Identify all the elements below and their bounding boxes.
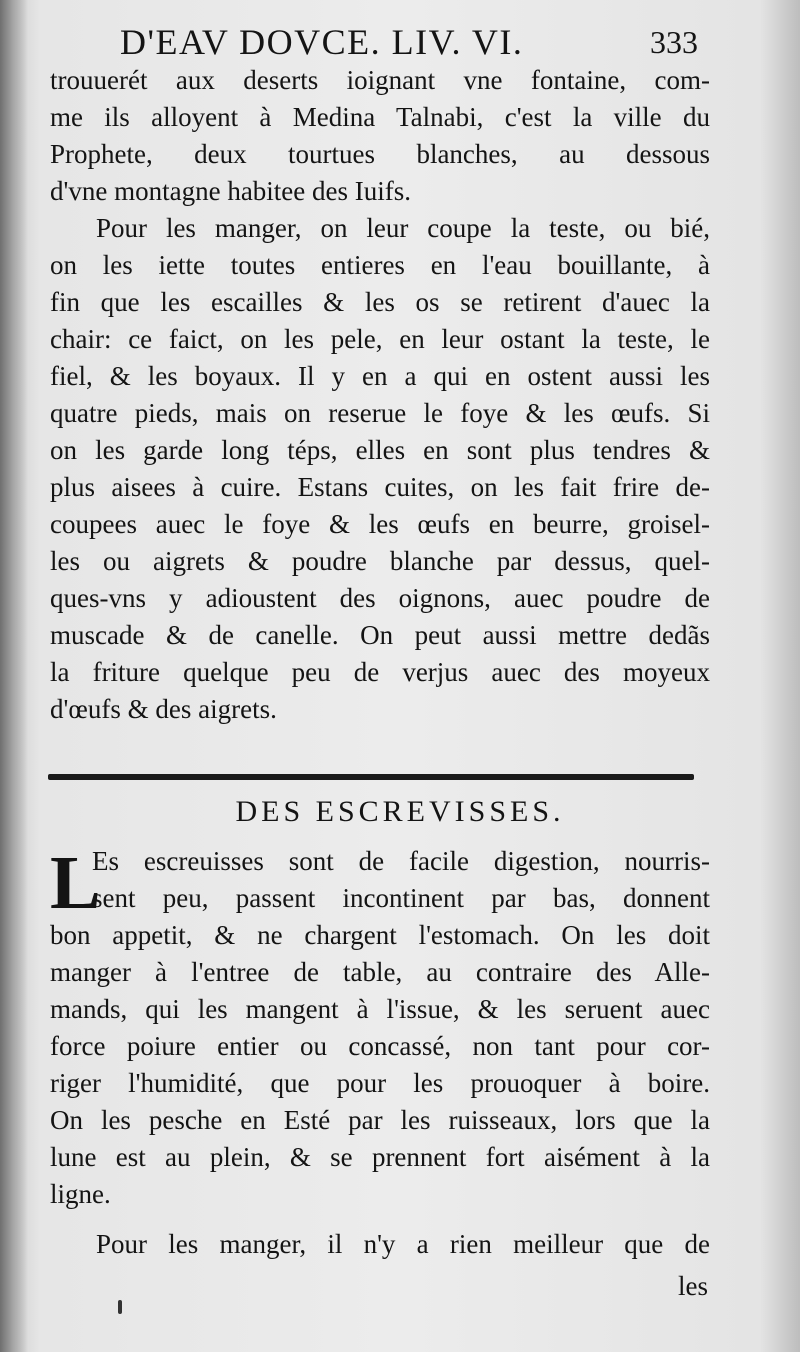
text-line: me ils alloyent à Medina Talnabi, c'est la ville du bbox=[50, 102, 710, 132]
page-header bbox=[0, 22, 800, 62]
paragraph-2 bbox=[50, 210, 710, 728]
text-line: fiel, & les boyaux. Il y en a qui en ostent aussi les bbox=[50, 361, 710, 391]
paragraph-3 bbox=[50, 843, 710, 1213]
text-line: la friture quelque peu de verjus auec des moyeux bbox=[50, 657, 710, 687]
text-line: sent peu, passent incontinent par bas, donnent bbox=[92, 883, 710, 913]
section-rule bbox=[48, 774, 694, 780]
paragraph-1 bbox=[50, 62, 710, 210]
text-line: ques-vns y adioustent des oignons, auec poudre de bbox=[50, 583, 710, 613]
text-line: force poiure entier ou concassé, non tant pour cor- bbox=[50, 1031, 710, 1061]
text-line: trouuerét aux deserts ioignant vne fontaine, com- bbox=[50, 65, 710, 95]
text-line: manger à l'entree de table, au contraire des Alle- bbox=[50, 957, 710, 987]
text-line: plus aisees à cuire. Estans cuites, on les fait frire de- bbox=[50, 472, 710, 502]
paragraph-4 bbox=[50, 1226, 710, 1263]
text-line: riger l'humidité, que pour les prouoquer à boire. bbox=[50, 1068, 710, 1098]
gutter-shadow bbox=[0, 0, 28, 1352]
text-line: quatre pieds, mais on reserue le foye & les œufs. Si bbox=[50, 398, 710, 428]
text-line: muscade & de canelle. On peut aussi mettre dedãs bbox=[50, 620, 710, 650]
section-title: DES ESCREVISSES. bbox=[235, 795, 565, 828]
text-line: on les garde long téps, elles en sont plus tendres & bbox=[50, 435, 710, 465]
text-line: Pour les manger, il n'y a rien meilleur que de bbox=[96, 1229, 710, 1259]
text-line: fin que les escailles & les os se retirent d'auec la bbox=[50, 287, 710, 317]
text-line: d'œufs & des aigrets. bbox=[50, 694, 277, 724]
text-line: ligne. bbox=[50, 1179, 111, 1209]
catchword: les bbox=[678, 1271, 708, 1301]
text-line: d'vne montagne habitee des Iuifs. bbox=[50, 176, 412, 206]
text-line: Prophete, deux tourtues blanches, au dessous bbox=[50, 139, 710, 169]
text-line: chair: ce faict, on les pele, en leur ostant la teste, le bbox=[50, 324, 710, 354]
drop-initial: L bbox=[50, 841, 101, 925]
text-line: Es escreuisses sont de facile digestion, nourris- bbox=[92, 846, 710, 876]
text-line: mands, qui les mangent à l'issue, & les seruent auec bbox=[50, 994, 710, 1024]
text-line: on les iette toutes entieres en l'eau bouillante, à bbox=[50, 250, 710, 280]
text-line: On les pesche en Esté par les ruisseaux, lors que la bbox=[50, 1105, 710, 1135]
running-head: D'EAV DOVCE. LIV. VI. bbox=[120, 22, 524, 62]
text-line: lune est au plein, & se prennent fort aisément à la bbox=[50, 1142, 710, 1172]
text-line: coupees auec le foye & les œufs en beurre, groisel- bbox=[50, 509, 710, 539]
text-line: Pour les manger, on leur coupe la teste, ou bié, bbox=[96, 213, 710, 243]
ink-mark bbox=[118, 1300, 122, 1314]
text-line: les ou aigrets & poudre blanche par dessus, quel- bbox=[50, 546, 710, 576]
page-number: 333 bbox=[650, 24, 698, 60]
text-line: bon appetit, & ne chargent l'estomach. On les doit bbox=[50, 920, 710, 950]
